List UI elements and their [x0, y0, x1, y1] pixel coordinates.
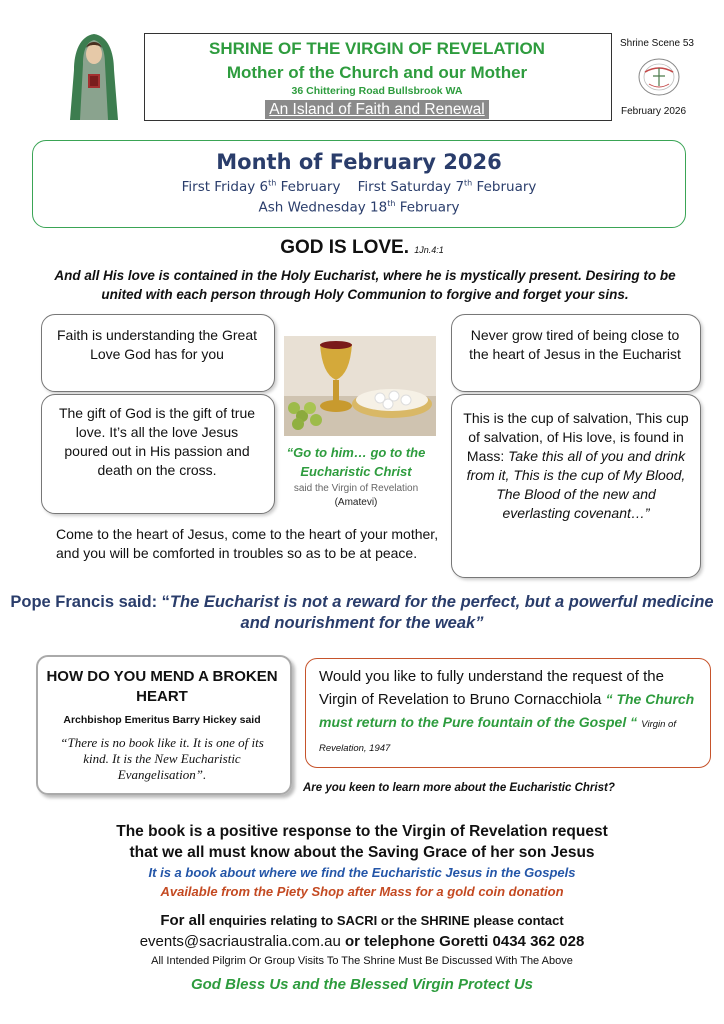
issue-date: February 2026: [621, 106, 687, 117]
gift-text: The gift of God is the gift of true love. It’s all the love Jesus poured out in His passion and death on the cross.: [58, 405, 256, 478]
church-return-quote: “ The Church must return to the Pure fountain of the Gospel “: [319, 691, 695, 730]
intro-text: And all His love is contained in the Holy Eucharist, where he is mystically present. Desiring to be united with each person through Holy Communion to forgive and forget your sins.: [54, 268, 676, 302]
quote-source: said the Virgin of Revelation (Amatevi): [293, 483, 419, 508]
shrine-title: SHRINE OF THE VIRGIN OF REVELATION: [209, 39, 545, 58]
visits-notice: All Intended Pilgrim Or Group Visits To The Shrine Must Be Discussed With The Above: [151, 955, 573, 967]
mend-speaker: Archbishop Emeritus Barry Hickey said: [63, 714, 261, 726]
keen-question: Are you keen to learn more about the Eucharistic Christ?: [303, 782, 615, 794]
quote-caption: “Go to him… go to the Eucharistic Christ: [286, 445, 426, 479]
shrine-scene-number: Shrine Scene 53: [620, 38, 694, 49]
book-response: The book is a positive response to the Virgin of Revelation request that we all must know about the Saving Grace of her son Jesus: [116, 823, 608, 861]
come-to-heart-text: Come to the heart of Jesus, come to the heart of your mother, and you will be comforted in troubles so as to be at peace.: [56, 526, 439, 561]
first-days-line: [32, 178, 686, 195]
blessing-footer: God Bless Us and the Blessed Virgin Protect Us: [190, 976, 534, 993]
mend-quote: “There is no book like it. It is one of its kind. It is the New Eucharistic Evangelisation”.: [60, 735, 264, 782]
mend-title: HOW DO YOU MEND A BROKEN HEART: [46, 668, 278, 705]
eucharist-chalice-image: [284, 336, 436, 436]
contact-line: For all enquiries relating to SACRI or the SHRINE please contact: [160, 912, 564, 929]
faith-text: Faith is understanding the Great Love God has for you: [56, 327, 257, 362]
contact-details: events@sacriaustralia.com.au or telephone Goretti 0434 362 028: [139, 933, 585, 950]
shrine-address: 36 Chittering Road Bullsbrook WA: [291, 85, 463, 97]
request-text: Would you like to fully understand the request of the Virgin of Revelation to Bruno Cornacchiola “ The Church must return to the Pure fountain of the Gospel “ Virgin of Revelation, 1947: [319, 668, 695, 754]
scripture-ref: 1Jn.4:1: [414, 245, 444, 255]
tagline-wrap: [144, 99, 610, 119]
tagline: An Island of Faith and Renewal: [265, 100, 488, 119]
sacri-logo-icon: [635, 56, 683, 98]
contact-phone: 0434 362 028: [492, 933, 585, 950]
piety-shop-line: Available from the Piety Shop after Mass for a gold coin donation: [160, 884, 564, 899]
ash-wednesday-line: Ash Wednesday 18th February: [258, 199, 460, 216]
first-friday: First Friday 6th February: [181, 178, 341, 195]
virgin-mary-image: [66, 30, 122, 120]
request-source: Virgin of Revelation, 1947: [319, 719, 676, 754]
first-saturday: First Saturday 7th February: [357, 178, 537, 195]
month-title: Month of February 2026: [216, 150, 502, 174]
shrine-subtitle: Mother of the Church and our Mother: [226, 63, 528, 82]
god-is-love-heading: GOD IS LOVE. 1Jn.4:1: [280, 237, 444, 258]
contact-email: events@sacriaustralia.com.au: [139, 933, 341, 950]
pope-francis-quote: Pope Francis said: “The Eucharist is not a reward for the perfect, but a powerful medicine and nourishment for the weak”: [10, 593, 714, 632]
book-gospels-line: It is a book about where we find the Eucharistic Jesus in the Gospels: [148, 865, 576, 880]
never-tired-text: Never grow tired of being close to the heart of Jesus in the Eucharist: [469, 327, 681, 362]
cup-of-salvation-text: This is the cup of salvation, This cup of salvation, of His love, is found in Mass: Take this all of you and drink from it, This is the cup of My Blood, The Blood of the new and everlasting covenant…”: [463, 410, 689, 521]
